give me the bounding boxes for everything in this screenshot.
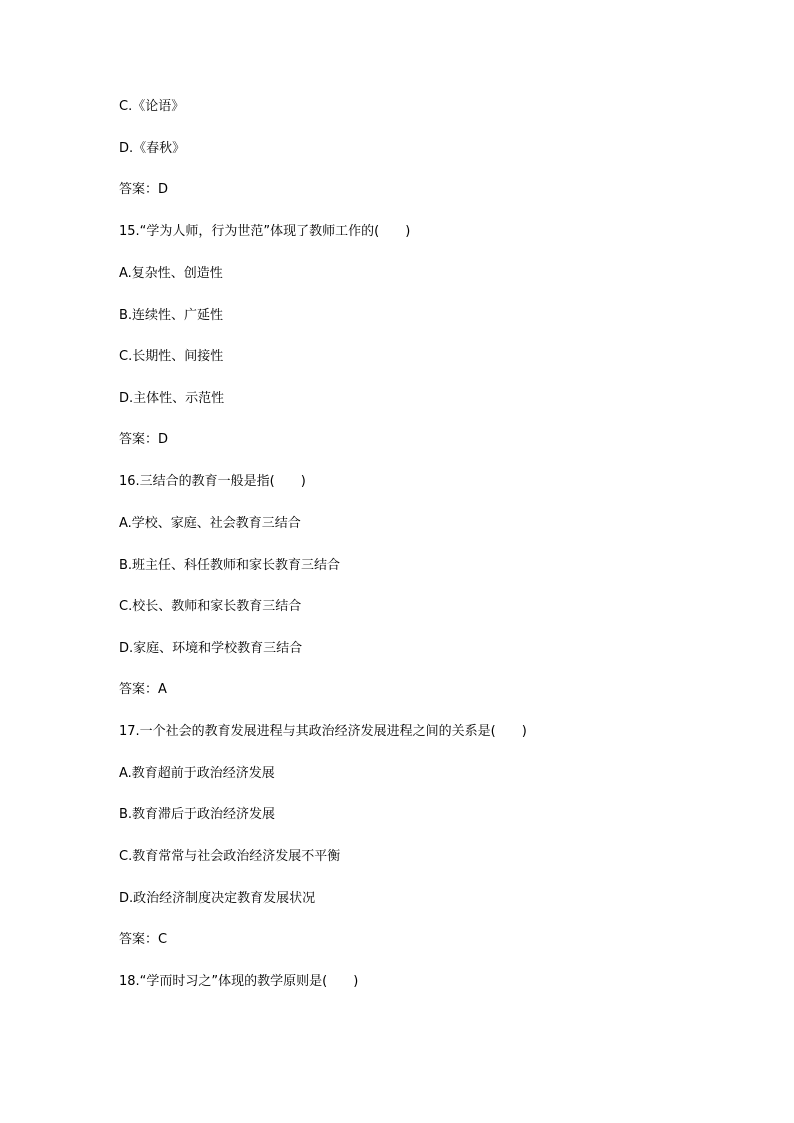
question-17: 17.一个社会的教育发展进程与其政治经济发展进程之间的关系是( ) bbox=[119, 724, 527, 739]
question-15: 15.“学为人师，行为世范”体现了教师工作的( ) bbox=[119, 224, 411, 239]
option-b-q15: B.连续性、广延性 bbox=[119, 308, 224, 323]
option-a-q16: A.学校、家庭、社会教育三结合 bbox=[119, 516, 301, 531]
question-18: 18.“学而时习之”体现的教学原则是( ) bbox=[119, 974, 359, 989]
option-a-q15: A.复杂性、创造性 bbox=[119, 266, 223, 281]
answer-q17: 答案：C bbox=[119, 932, 168, 947]
option-d-q17: D.政治经济制度决定教育发展状况 bbox=[119, 891, 316, 906]
option-b-q16: B.班主任、科任教师和家长教育三结合 bbox=[119, 558, 341, 573]
option-c-q14: C.《论语》 bbox=[119, 99, 185, 114]
option-b-q17: B.教育滞后于政治经济发展 bbox=[119, 807, 276, 822]
answer-q14: 答案：D bbox=[119, 182, 169, 197]
option-c-q16: C.校长、教师和家长教育三结合 bbox=[119, 599, 302, 614]
answer-q16: 答案：A bbox=[119, 682, 167, 697]
option-a-q17: A.教育超前于政治经济发展 bbox=[119, 766, 275, 781]
option-c-q17: C.教育常常与社会政治经济发展不平衡 bbox=[119, 849, 341, 864]
question-16: 16.三结合的教育一般是指( ) bbox=[119, 474, 306, 489]
option-d-q16: D.家庭、环境和学校教育三结合 bbox=[119, 641, 303, 656]
option-d-q15: D.主体性、示范性 bbox=[119, 391, 225, 406]
option-d-q14: D.《春秋》 bbox=[119, 141, 186, 156]
answer-q15: 答案：D bbox=[119, 432, 169, 447]
option-c-q15: C.长期性、间接性 bbox=[119, 349, 224, 364]
